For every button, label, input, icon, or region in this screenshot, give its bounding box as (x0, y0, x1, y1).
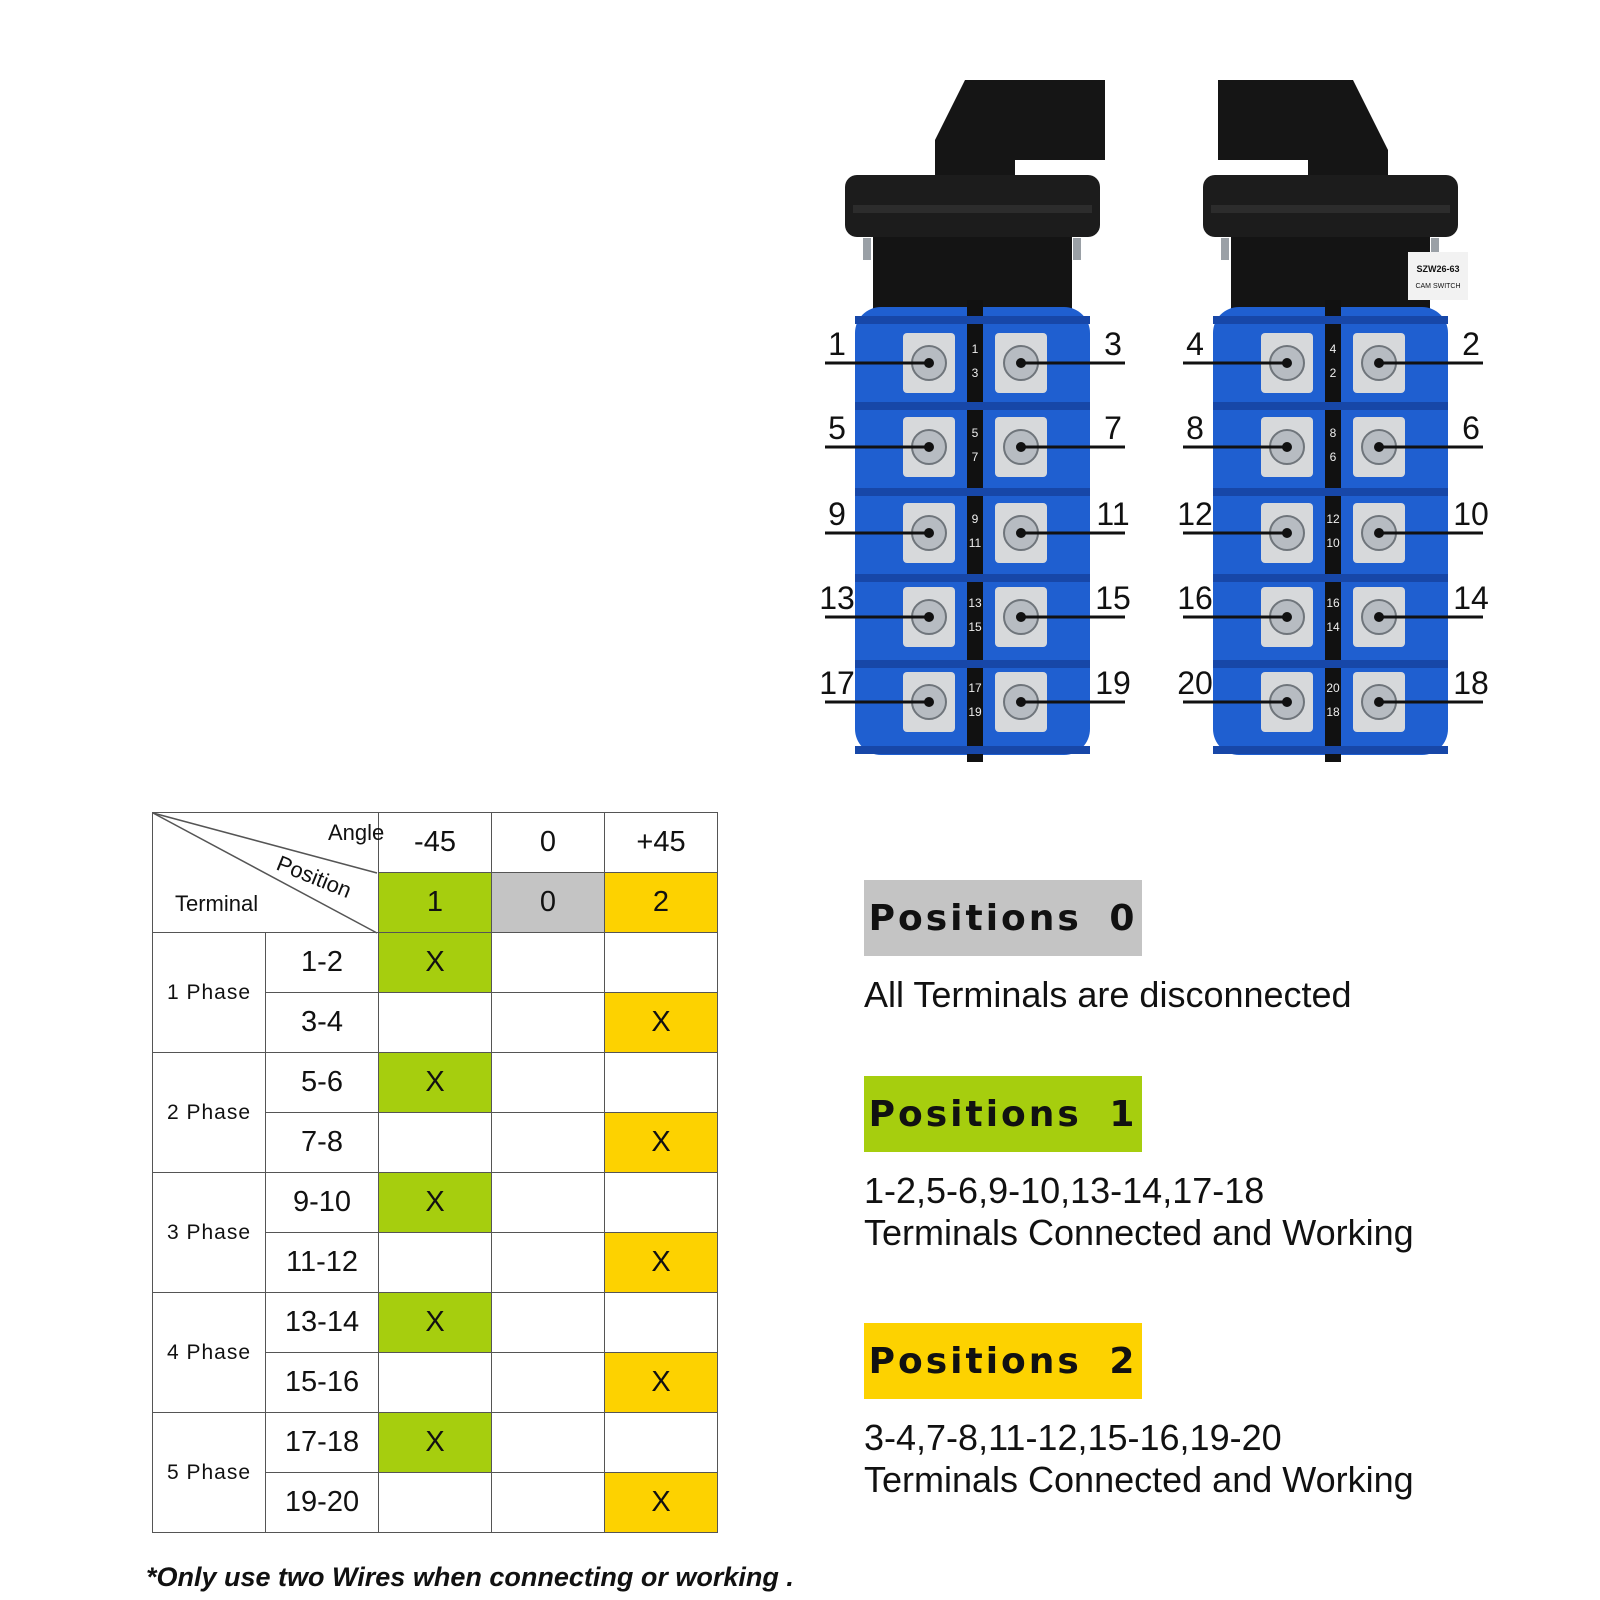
product-sticker (1408, 252, 1468, 300)
leader-dot (1282, 697, 1292, 707)
terminal-number-label: 2 (1462, 326, 1480, 362)
mark-cell (379, 1473, 492, 1533)
rotary-handle (935, 80, 1105, 175)
legend-text-2-line1: 3-4,7-8,11-12,15-16,19-20 (864, 1417, 1282, 1458)
front-plate-ridge (1211, 205, 1450, 213)
strip-number: 10 (1326, 536, 1340, 550)
mark-cell (605, 1293, 718, 1353)
leader-dot (1016, 612, 1026, 622)
wiring-table (152, 812, 718, 1533)
mark-cell (492, 993, 605, 1053)
mark-cell (492, 933, 605, 993)
mark-cell (605, 1413, 718, 1473)
wafer-rib (855, 316, 1090, 324)
strip-number: 18 (1326, 705, 1340, 719)
terminal-number-label: 5 (828, 410, 846, 446)
mark-cell: X (605, 993, 718, 1053)
leader-dot (1282, 612, 1292, 622)
mark-cell (605, 1053, 718, 1113)
sticker-subtitle: CAM SWITCH (1415, 283, 1461, 290)
phase-label-4: 4 Phase (153, 1293, 266, 1413)
strip-number: 15 (968, 620, 982, 634)
mark-cell: X (379, 1293, 492, 1353)
mark-cell: X (379, 933, 492, 993)
mark-cell: X (379, 1413, 492, 1473)
mark-cell: X (605, 1473, 718, 1533)
terminal-number-label: 4 (1186, 326, 1204, 362)
leader-dot (1016, 358, 1026, 368)
strip-number: 2 (1329, 366, 1337, 380)
left-cam-switch (819, 80, 1131, 762)
leader-dot (1016, 442, 1026, 452)
terminal-number-label: 6 (1462, 410, 1480, 446)
legend-text-0: All Terminals are disconnected (864, 974, 1352, 1015)
table-row (153, 933, 718, 993)
strip-number: 16 (1326, 596, 1340, 610)
mark-cell (379, 1113, 492, 1173)
wafer-rib (855, 488, 1090, 496)
terminal-pair: 9-10 (266, 1173, 379, 1233)
legend-position-1 (864, 1076, 1414, 1254)
mark-cell (379, 993, 492, 1053)
legend-badge-2: Positions 2 (864, 1323, 1142, 1399)
legend-position-0 (864, 880, 1352, 1016)
phase-label-3: 3 Phase (153, 1173, 266, 1293)
terminal-number-label: 3 (1104, 326, 1122, 362)
wafer-rib (1213, 574, 1448, 582)
wafer-rib (1213, 488, 1448, 496)
terminal-number-label: 17 (819, 665, 855, 701)
phase-label-1: 1 Phase (153, 933, 266, 1053)
mark-cell (605, 1173, 718, 1233)
terminal-number-label: 18 (1453, 665, 1489, 701)
position-header-2: 2 (605, 873, 718, 933)
legend-text-1-line1: 1-2,5-6,9-10,13-14,17-18 (864, 1170, 1265, 1211)
sticker-model: SZW26-63 (1416, 264, 1460, 274)
leader-dot (924, 697, 934, 707)
mark-cell (492, 1173, 605, 1233)
table-row (153, 1413, 718, 1473)
wafer-rib (855, 402, 1090, 410)
angle-header-0: 0 (492, 813, 605, 873)
mount-screw (1073, 238, 1081, 260)
leader-dot (1016, 528, 1026, 538)
terminal-pair: 5-6 (266, 1053, 379, 1113)
wafer-rib (855, 660, 1090, 668)
mark-cell: X (605, 1353, 718, 1413)
leader-dot (1374, 442, 1384, 452)
leader-dot (1374, 358, 1384, 368)
mark-cell (492, 1293, 605, 1353)
leader-dot (924, 442, 934, 452)
strip-number: 5 (971, 426, 979, 440)
legend-position-2 (864, 1323, 1414, 1501)
mark-cell (379, 1233, 492, 1293)
terminal-number-label: 15 (1095, 580, 1131, 616)
wafer-rib (1213, 316, 1448, 324)
terminal-number-label: 10 (1453, 496, 1489, 532)
terminal-number-label: 19 (1095, 665, 1131, 701)
table-corner-cell (153, 813, 385, 933)
position-header-1: 1 (379, 873, 492, 933)
rotary-handle (1218, 80, 1388, 175)
terminal-number-label: 14 (1453, 580, 1489, 616)
strip-number: 11 (968, 536, 982, 550)
leader-dot (1282, 528, 1292, 538)
mark-cell (492, 1233, 605, 1293)
leader-dot (1016, 697, 1026, 707)
leader-dot (1282, 358, 1292, 368)
strip-number: 4 (1329, 342, 1337, 356)
wafer-rib (1213, 660, 1448, 668)
terminal-number-label: 9 (828, 496, 846, 532)
terminal-pair: 1-2 (266, 933, 379, 993)
mount-screw (1221, 238, 1229, 260)
leader-dot (924, 528, 934, 538)
corner-angle-label: Angle (328, 820, 385, 845)
angle-header-plus45: +45 (605, 813, 718, 873)
mark-cell (605, 933, 718, 993)
mark-cell: X (379, 1053, 492, 1113)
leader-dot (924, 612, 934, 622)
legend-badge-1: Positions 1 (864, 1076, 1142, 1152)
phase-label-5: 5 Phase (153, 1413, 266, 1533)
mark-cell: X (605, 1233, 718, 1293)
table-row (153, 1293, 718, 1353)
wafer-rib (855, 746, 1090, 754)
wafer-rib (1213, 402, 1448, 410)
terminal-pair: 15-16 (266, 1353, 379, 1413)
mount-screw (863, 238, 871, 260)
leader-dot (1374, 612, 1384, 622)
corner-diagonals (153, 813, 385, 933)
right-cam-switch (1177, 80, 1489, 762)
corner-terminal-label: Terminal (175, 891, 259, 916)
strip-number: 17 (968, 681, 982, 695)
terminal-pair: 19-20 (266, 1473, 379, 1533)
legend-text-2-line2: Terminals Connected and Working (864, 1459, 1414, 1500)
strip-number: 13 (968, 596, 982, 610)
angle-header-minus45: -45 (379, 813, 492, 873)
mark-cell (492, 1413, 605, 1473)
strip-number: 7 (971, 450, 979, 464)
terminal-number-label: 16 (1177, 580, 1213, 616)
leader-dot (1374, 697, 1384, 707)
terminal-number-label: 8 (1186, 410, 1204, 446)
wafer-rib (855, 574, 1090, 582)
wafer-rib (1213, 746, 1448, 754)
table-row (153, 1053, 718, 1113)
leader-dot (1282, 442, 1292, 452)
legend-badge-0: Positions 0 (864, 880, 1142, 956)
mark-cell (492, 1113, 605, 1173)
strip-number: 3 (971, 366, 979, 380)
terminal-pair: 17-18 (266, 1413, 379, 1473)
mark-cell: X (605, 1113, 718, 1173)
strip-number: 9 (971, 512, 979, 526)
position-header-0: 0 (492, 873, 605, 933)
terminal-number-label: 7 (1104, 410, 1122, 446)
phase-label-2: 2 Phase (153, 1053, 266, 1173)
strip-number: 8 (1329, 426, 1337, 440)
terminal-pair: 13-14 (266, 1293, 379, 1353)
mark-cell (492, 1353, 605, 1413)
mark-cell (379, 1353, 492, 1413)
front-plate-ridge (853, 205, 1092, 213)
strip-number: 12 (1326, 512, 1340, 526)
mark-cell: X (379, 1173, 492, 1233)
table-row (153, 1173, 718, 1233)
table-header-row-angle (153, 813, 718, 873)
terminal-number-label: 20 (1177, 665, 1213, 701)
leader-dot (1374, 528, 1384, 538)
strip-number: 1 (971, 342, 979, 356)
mark-cell (492, 1053, 605, 1113)
terminal-pair: 7-8 (266, 1113, 379, 1173)
terminal-number-label: 1 (828, 326, 846, 362)
terminal-number-label: 13 (819, 580, 855, 616)
strip-number: 14 (1326, 620, 1340, 634)
footnote: *Only use two Wires when connecting or working . (146, 1562, 794, 1592)
leader-dot (924, 358, 934, 368)
strip-number: 19 (968, 705, 982, 719)
strip-number: 6 (1329, 450, 1337, 464)
terminal-pair: 11-12 (266, 1233, 379, 1293)
corner-position-label: Position (273, 850, 356, 903)
mark-cell (492, 1473, 605, 1533)
terminal-pair: 3-4 (266, 993, 379, 1053)
terminal-number-label: 12 (1177, 496, 1213, 532)
strip-number: 20 (1326, 681, 1340, 695)
terminal-number-label: 11 (1096, 496, 1130, 532)
legend-text-1-line2: Terminals Connected and Working (864, 1212, 1414, 1253)
